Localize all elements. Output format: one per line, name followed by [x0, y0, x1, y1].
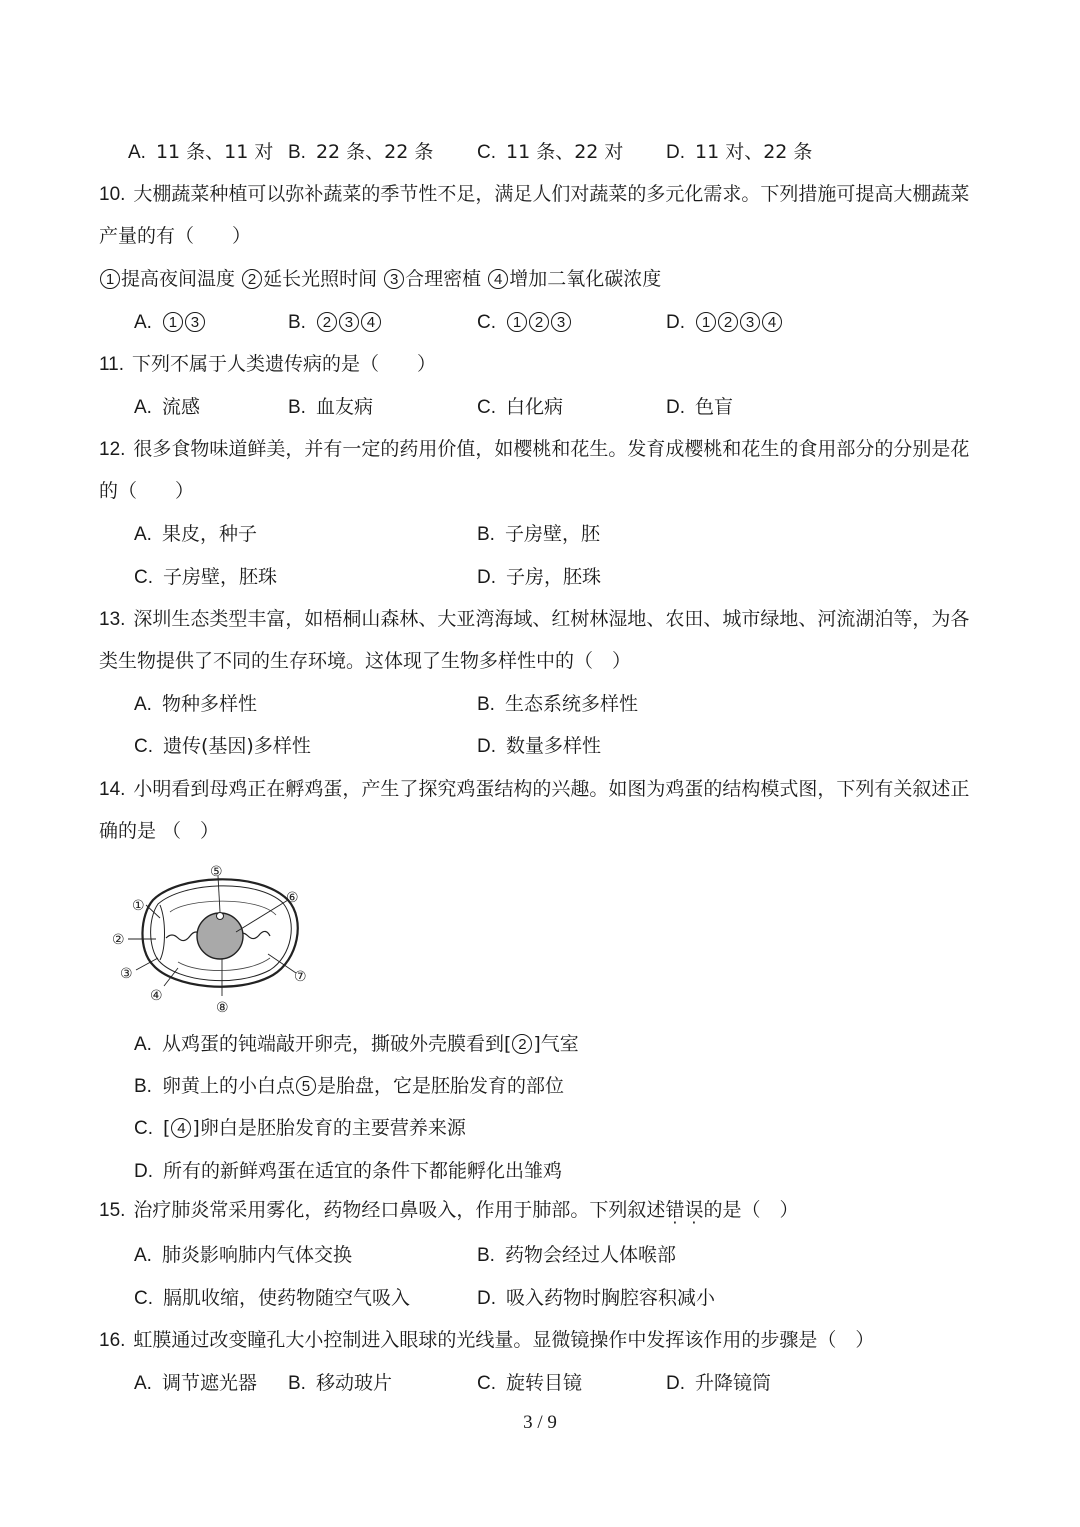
q12-option-b: B. 子房壁，胚 — [477, 523, 600, 545]
q11-option-c: C. 白化病 — [477, 396, 564, 418]
q16-option-d: D. 升降镜筒 — [666, 1372, 772, 1394]
q14-option-a: A. 从鸡蛋的钝端敲开卵壳，撕破外壳膜看到[ 2 ]气室 — [134, 1033, 579, 1055]
q12-option-c: C. 子房壁，胚珠 — [134, 566, 278, 588]
page-number: 3 / 9 — [523, 1412, 557, 1433]
q10-stem-cont: 产量的有（ ） — [99, 225, 252, 247]
q9-option-d: D. 11 对、22 条 — [666, 141, 813, 163]
egg-label-4: ④ — [150, 988, 163, 1004]
q13-option-b: B. 生态系统多样性 — [477, 693, 638, 715]
q15-option-b: B. 药物会经过人体喉部 — [477, 1244, 676, 1266]
q11-option-d: D. 色盲 — [666, 396, 734, 418]
q9-option-b: B. 22 条、22 条 — [288, 141, 434, 163]
egg-label-7: ⑦ — [294, 969, 307, 985]
q13-option-d: D. 数量多样性 — [477, 735, 602, 757]
q15-option-d: D. 吸入药物时胸腔容积减小 — [477, 1287, 716, 1309]
q14-option-d: D. 所有的新鲜鸡蛋在适宜的条件下都能孵化出雏鸡 — [134, 1160, 563, 1182]
q12-option-a: A. 果皮，种子 — [134, 523, 257, 545]
q13-stem: 13. 深圳生态类型丰富，如梧桐山森林、大亚湾海域、红树林湿地、农田、城市绿地、河流湖泊等，为各 — [99, 608, 970, 630]
egg-label-3: ③ — [120, 966, 133, 982]
q14-stem-cont: 确的是 （ ） — [99, 820, 220, 842]
q14-option-c: C. [ 4 ]卵白是胚胎发育的主要营养来源 — [134, 1117, 466, 1139]
q16-option-a: A. 调节遮光器 — [134, 1372, 257, 1394]
egg-label-8: ⑧ — [216, 1000, 229, 1015]
q13-stem-cont: 类生物提供了不同的生存环境。这体现了生物多样性中的（ ） — [99, 650, 632, 672]
q13-option-c: C. 遗传(基因)多样性 — [134, 735, 311, 757]
q11-option-a: A. 流感 — [134, 396, 200, 418]
q12-option-d: D. 子房，胚珠 — [477, 566, 602, 588]
q9-option-c: C. 11 条、22 对 — [477, 141, 624, 163]
egg-label-5: ⑤ — [210, 864, 223, 880]
q10-option-a: A. 1 3 — [134, 310, 206, 335]
q12-stem-cont: 的（ ） — [99, 480, 195, 502]
q11-option-b: B. 血友病 — [288, 396, 373, 418]
q15-stem: 15. 治疗肺炎常采用雾化，药物经口鼻吸入，作用于肺部。下列叙述错误的是（ ） — [99, 1199, 799, 1221]
egg-label-1: ① — [132, 898, 145, 914]
q14-stem: 14. 小明看到母鸡正在孵鸡蛋，产生了探究鸡蛋结构的兴趣。如图为鸡蛋的结构模式图，下列有关叙述正 — [99, 778, 970, 800]
q15-emphasis-1: 错 — [665, 1199, 685, 1221]
q15-option-c: C. 膈肌收缩，使药物随空气吸入 — [134, 1287, 411, 1309]
q10-option-d: D. 1 2 3 4 — [666, 310, 783, 335]
q15-option-a: A. 肺炎影响肺内气体交换 — [134, 1244, 352, 1266]
q15-emphasis-2: 误 — [684, 1199, 704, 1221]
germinal-disc — [217, 913, 224, 920]
q14-option-b: B. 卵黄上的小白点 5 是胎盘，它是胚胎发育的部位 — [134, 1075, 564, 1097]
q12-stem: 12. 很多食物味道鲜美，并有一定的药用价值，如樱桃和花生。发育成樱桃和花生的食用部分的分别是花 — [99, 438, 970, 460]
q16-option-b: B. 移动玻片 — [288, 1372, 392, 1394]
q10-stem: 10. 大棚蔬菜种植可以弥补蔬菜的季节性不足，满足人们对蔬菜的多元化需求。下列措施可提高大棚蔬菜 — [99, 183, 970, 205]
q16-stem: 16. 虹膜通过改变瞳孔大小控制进入眼球的光线量。显微镜操作中发挥该作用的步骤是（ ） — [99, 1329, 875, 1351]
egg-label-6: ⑥ — [286, 890, 299, 906]
egg-structure-diagram — [108, 860, 318, 1015]
q10-option-c: C. 1 2 3 — [477, 310, 572, 335]
q13-option-a: A. 物种多样性 — [134, 693, 257, 715]
egg-label-2: ② — [112, 932, 125, 948]
q10-measures: 1 提高夜间温度 2 延长光照时间 3 合理密植 4 增加二氧化碳浓度 — [99, 267, 661, 291]
q16-option-c: C. 旋转目镜 — [477, 1372, 583, 1394]
q10-option-b: B. 2 3 4 — [288, 310, 382, 335]
q9-option-a: A. 11 条、11 对 — [128, 141, 274, 163]
q11-stem: 11. 下列不属于人类遗传病的是（ ） — [99, 353, 437, 375]
